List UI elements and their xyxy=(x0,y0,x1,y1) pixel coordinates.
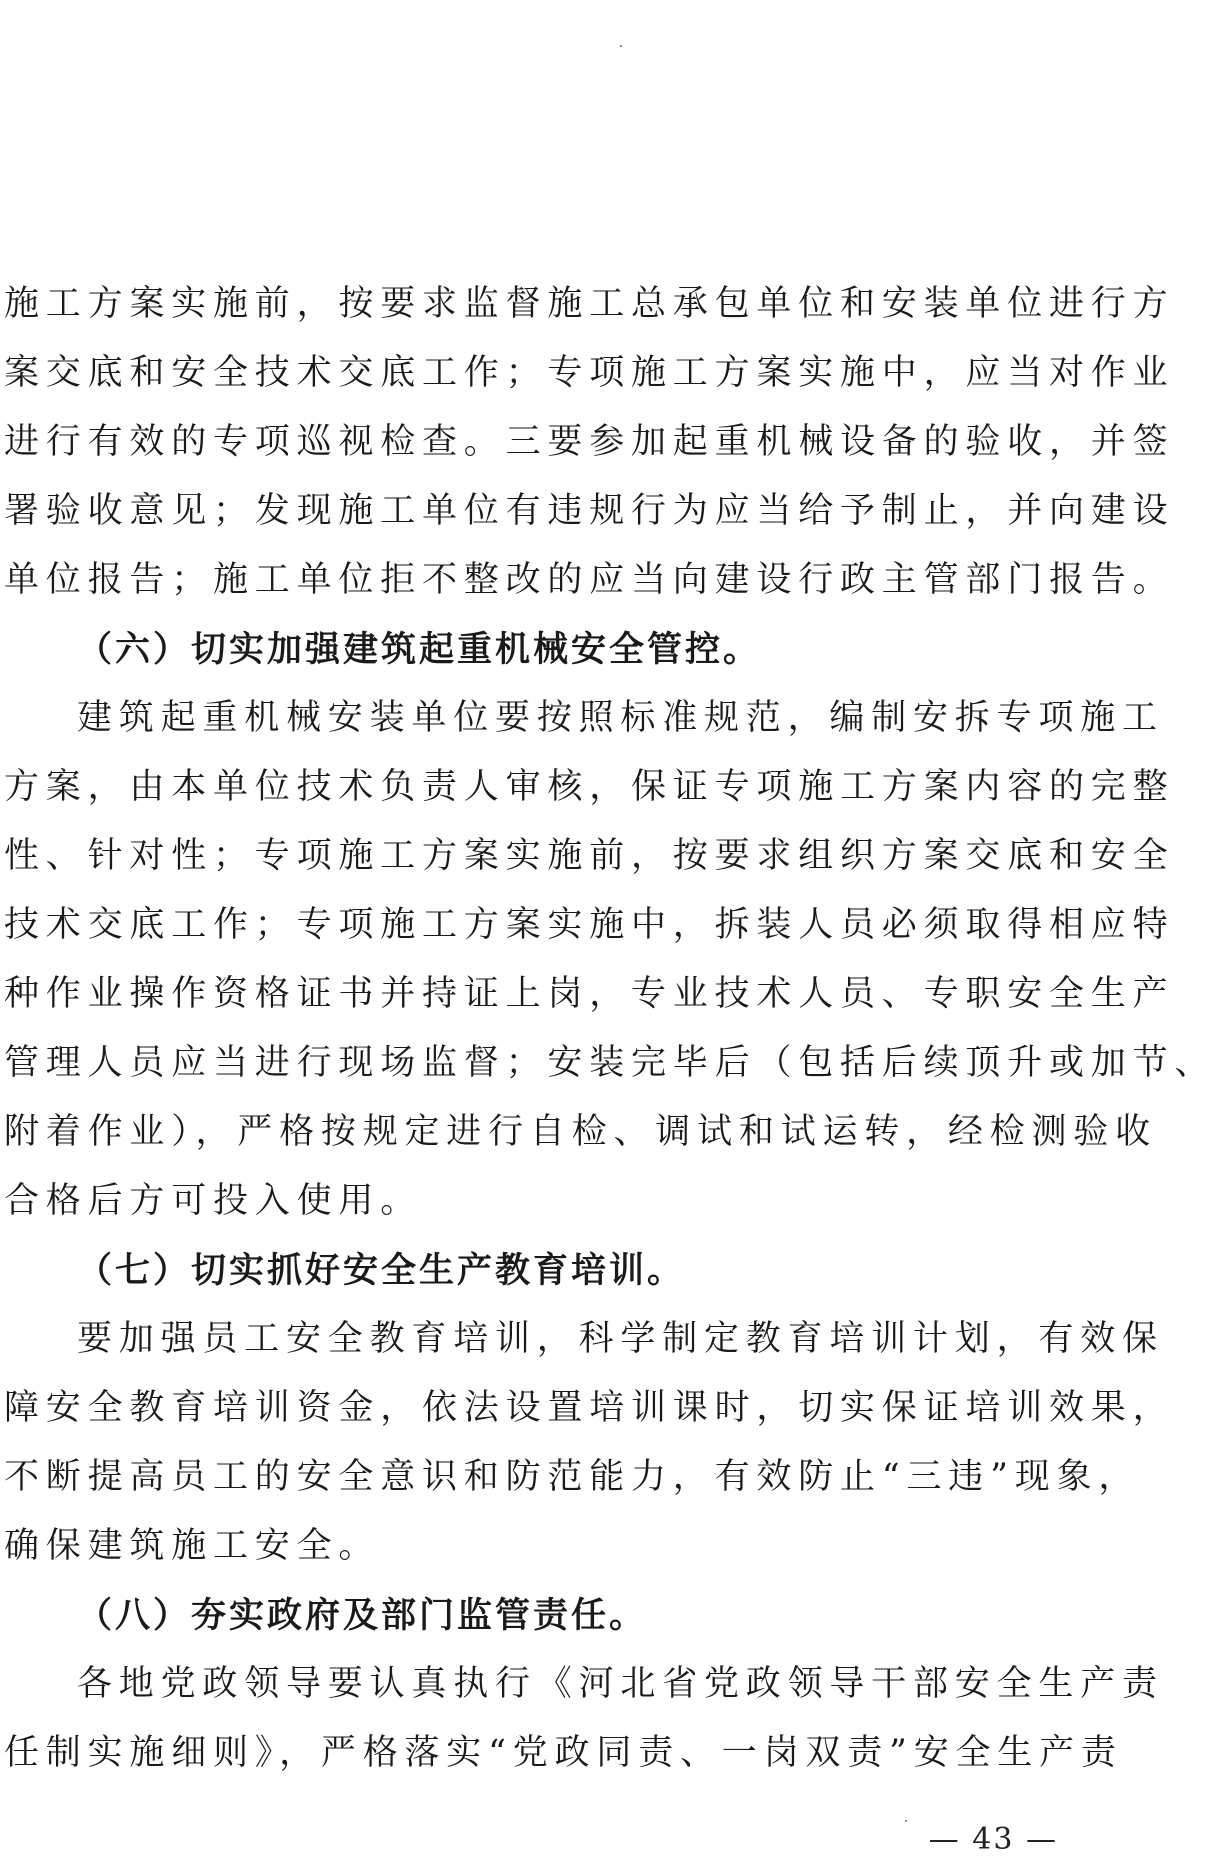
text-line: 合格后方可投入使用。 xyxy=(4,1181,423,1221)
text-line: 施工方案实施前，按要求监督施工总承包单位和安装单位进行方 xyxy=(4,284,1175,324)
text-line: 单位报告；施工单位拒不整改的应当向建设行政主管部门报告。 xyxy=(4,560,1175,600)
text-line: 任制实施细则》，严格落实“党政同责、一岗双责”安全生产责 xyxy=(4,1733,1123,1773)
text-line: 要加强员工安全教育培训，科学制定教育培训计划，有效保 xyxy=(77,1319,1164,1359)
scan-speck xyxy=(905,1820,907,1822)
text-line: 技术交底工作；专项施工方案实施中，拆装人员必须取得相应特 xyxy=(4,905,1175,945)
section-heading-6: （六）切实加强建筑起重机械安全管控。 xyxy=(77,629,762,670)
section-heading-7: （七）切实抓好安全生产教育培训。 xyxy=(77,1250,686,1291)
section-heading-8: （八）夯实政府及部门监管责任。 xyxy=(77,1595,648,1636)
text-line: 各地党政领导要认真执行《河北省党政领导干部安全生产责 xyxy=(77,1664,1164,1704)
text-line: 案交底和安全技术交底工作；专项施工方案实施中，应当对作业 xyxy=(4,353,1175,393)
text-line: 不断提高员工的安全意识和防范能力，有效防止“三违”现象， xyxy=(4,1457,1141,1497)
text-line: 性、针对性；专项施工方案实施前，按要求组织方案交底和安全 xyxy=(4,836,1175,876)
scan-speck xyxy=(620,45,622,47)
body-text xyxy=(4,270,1216,1788)
text-line: 种作业操作资格证书并持证上岗，专业技术人员、专职安全生产 xyxy=(4,974,1175,1014)
text-line: 附着作业），严格按规定进行自检、调试和试运转，经检测验收 xyxy=(4,1112,1157,1152)
text-line: 确保建筑施工安全。 xyxy=(4,1526,381,1566)
text-line: 建筑起重机械安装单位要按照标准规范，编制安拆专项施工 xyxy=(77,698,1164,738)
text-line: 进行有效的专项巡视检查。三要参加起重机械设备的验收，并签 xyxy=(4,422,1175,462)
text-line: 署验收意见；发现施工单位有违规行为应当给予制止，并向建设 xyxy=(4,491,1175,531)
text-line: 方案，由本单位技术负责人审核，保证专项施工方案内容的完整 xyxy=(4,767,1175,807)
page-number: — 43 — xyxy=(928,1822,1058,1857)
text-line: 障安全教育培训资金，依法设置培训课时，切实保证培训效果， xyxy=(4,1388,1175,1428)
text-line: 管理人员应当进行现场监督；安装完毕后（包括后续顶升或加节、 xyxy=(4,1043,1216,1083)
